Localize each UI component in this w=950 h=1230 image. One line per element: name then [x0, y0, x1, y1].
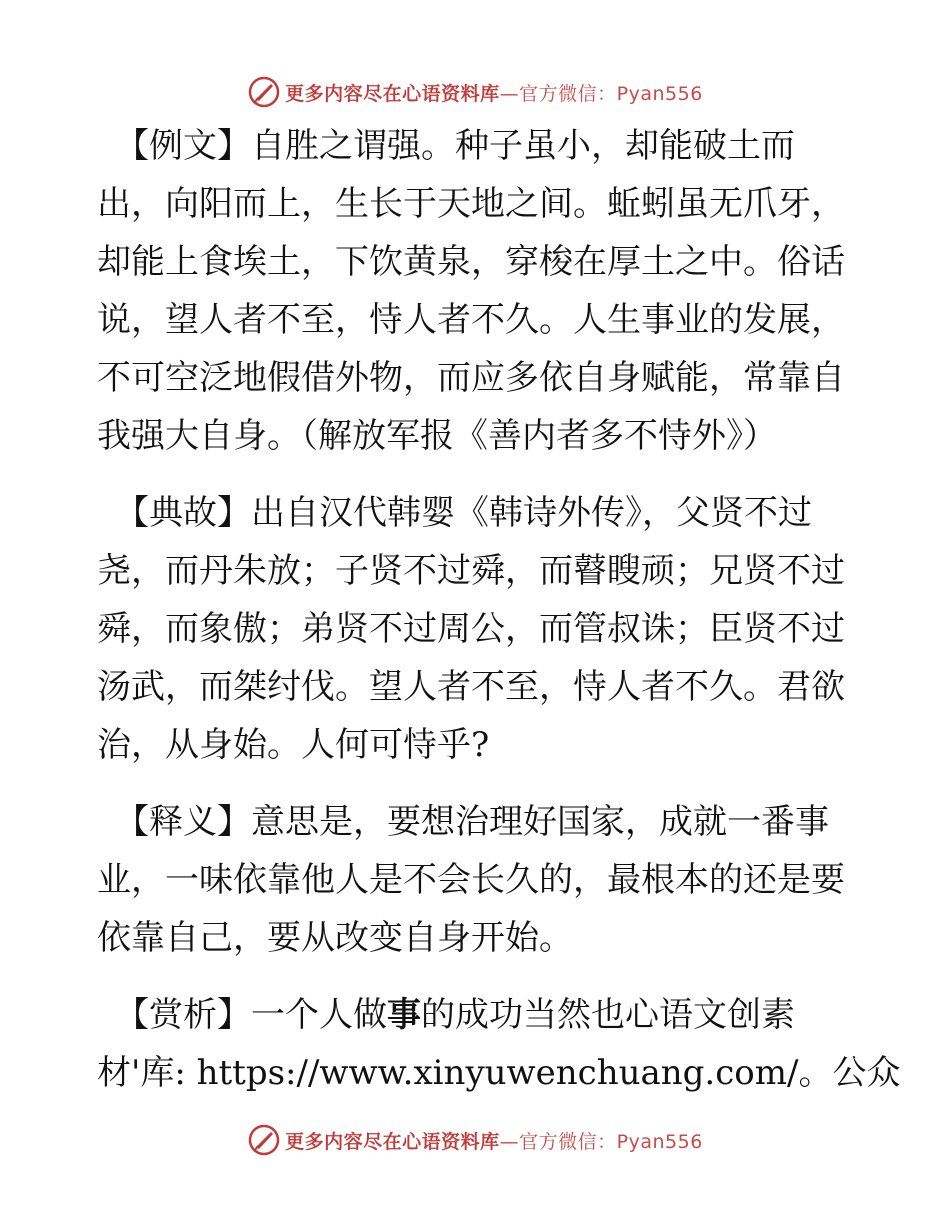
text-line: 汤武，而桀纣伐。望人者不至，恃人者不久。君欲 — [97, 667, 845, 707]
text-line: 【例文】自胜之谓强。种子虽小，却能破土而 — [115, 126, 795, 166]
text-line: 尧，而丹朱放；子贤不过舜，而瞽瞍顽；兄贤不过 — [97, 551, 845, 591]
paragraph-example — [97, 117, 849, 465]
text-line: 依靠自己，要从改变自身开始。 — [97, 918, 573, 958]
text-line: 治，从身始。人何可恃乎? — [97, 725, 490, 765]
text-line-url: 材'库: https://www.xinyuwenchuang.com/。公众 — [97, 1053, 901, 1093]
quill-pen-icon — [247, 1123, 281, 1157]
quill-pen-icon — [247, 75, 281, 109]
footer-watermark-banner — [0, 1118, 950, 1162]
watermark-text: 更多内容尽在心语资料库—官方微信：Pyan556 — [285, 82, 703, 105]
text-line: 说，望人者不至，恃人者不久。人生事业的发展， — [97, 300, 845, 340]
header-watermark-banner — [0, 70, 950, 114]
text-line: 舜，而象傲；弟贤不过周公，而管叔诛；臣贤不过 — [97, 609, 845, 649]
text-line: 【典故】出自汉代韩婴《韩诗外传》，父贤不过 — [115, 493, 812, 533]
watermark-text: 更多内容尽在心语资料库—官方微信：Pyan556 — [285, 1130, 703, 1153]
paragraph-meaning — [97, 793, 849, 967]
paragraph-allusion — [97, 484, 849, 774]
text-line: 却能上食埃土，下饮黄泉，穿梭在厚土之中。俗话 — [97, 242, 845, 282]
text-line: 不可空泛地假借外物，而应多依自身赋能，常靠自 — [97, 358, 845, 398]
document-body — [97, 117, 901, 1121]
text-line: 出，向阳而上，生长于天地之间。蚯蚓虽无爪牙， — [97, 184, 845, 224]
text-line: 【赏析】一个人做事的成功当然也心语文创素 — [115, 995, 795, 1035]
paragraph-appreciation — [97, 986, 901, 1102]
text-line: 【释义】意思是，要想治理好国家，成就一番事 — [115, 802, 829, 842]
text-line: 我强大自身。（解放军报《善内者多不恃外》） — [97, 416, 777, 456]
text-line: 业，一味依靠他人是不会长久的，最根本的还是要 — [97, 860, 845, 900]
